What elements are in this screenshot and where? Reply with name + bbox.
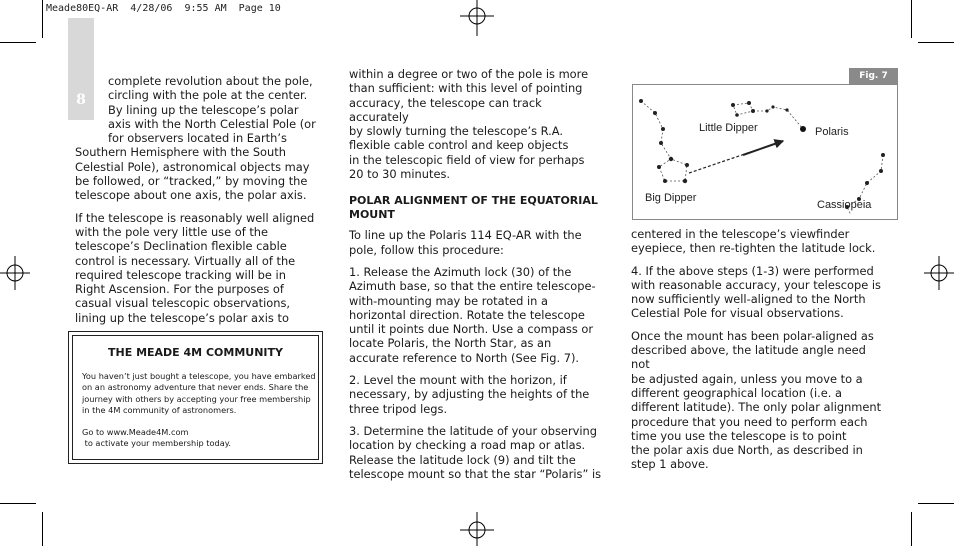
- label-little-dipper: Little Dipper: [699, 122, 758, 134]
- crop-mark: [918, 42, 954, 43]
- column-3: [631, 227, 887, 472]
- pointer-arrow-shaft: [743, 141, 783, 155]
- text-line: with the pole very little use of the: [75, 224, 269, 239]
- label-polaris: Polaris: [815, 126, 849, 138]
- big-dipper-constellation: [641, 101, 687, 181]
- text-line: be adjusted again, unless you move to a: [631, 371, 863, 386]
- label-big-dipper: Big Dipper: [645, 192, 697, 204]
- text-line: 4. If the above steps (1-3) were performed: [631, 263, 874, 278]
- text-line: different latitude). The only polar alignment: [631, 400, 882, 415]
- text-line: telescope about one axis, the polar axis.: [75, 188, 307, 203]
- figure-label: Fig. 7: [849, 68, 898, 84]
- text-line: Azimuth base, so that the entire telescope-: [349, 279, 596, 294]
- text-line: centered in the telescope’s viewfinder: [631, 227, 850, 241]
- text-line: on an astronomy adventure that never ends. Share the: [82, 382, 309, 393]
- crop-mark: [0, 503, 36, 504]
- text-line: accurate reference to North (See Fig. 7).: [349, 350, 580, 365]
- text-line: pole, follow this procedure:: [349, 242, 504, 257]
- text-line: flexible cable control and keep objects: [349, 138, 569, 153]
- text-line: telescope’s Declination flexible cable: [75, 239, 287, 254]
- crop-mark: [911, 0, 912, 38]
- column-1: [75, 74, 325, 325]
- text-line: Right Ascension. For the purposes of: [75, 282, 284, 297]
- text-line: now sufficiently well-aligned to the North: [631, 292, 866, 307]
- crop-mark: [918, 503, 954, 504]
- text-line: than sufficient: with this level of pointing: [349, 81, 583, 96]
- text-line: control is necessary. Virtually all of the: [75, 253, 296, 268]
- text-line: lining up the telescope’s polar axis to: [75, 310, 289, 325]
- crop-mark: [911, 512, 912, 546]
- community-box: [68, 331, 323, 464]
- community-body: [82, 371, 318, 450]
- text-line: 1. Release the Azimuth lock (30) of the: [349, 264, 572, 279]
- text-line: in the 4M community of astronomers.: [82, 404, 237, 415]
- text-line: By lining up the telescope’s polar: [108, 102, 299, 117]
- text-line: complete revolution about the pole,: [108, 74, 313, 88]
- text-line: Once the mount has been polar-aligned as: [631, 328, 874, 343]
- page-number: 8: [76, 92, 86, 108]
- crop-mark: [0, 42, 36, 43]
- text-line: for observers located in Earth’s: [108, 131, 287, 146]
- text-line: eyepiece, then re-tighten the latitude lock.: [631, 241, 876, 256]
- text-line: 3. Determine the latitude of your observing: [349, 423, 597, 438]
- text-line: to activate your membership today.: [82, 438, 231, 449]
- text-line: accuracy, the telescope can track accurately: [349, 95, 542, 124]
- community-box-inner: [72, 335, 319, 460]
- text-line: To line up the Polaris 114 EQ-AR with the: [349, 228, 582, 243]
- text-line: location by checking a road map or atlas.: [349, 438, 586, 453]
- text-line: in the telescopic field of view for perhaps: [349, 152, 585, 167]
- text-line: journey with others by accepting your free membership: [82, 393, 311, 404]
- star-map-illustration: [633, 85, 897, 219]
- print-header: Meade80EQ-AR 4/28/06 9:55 AM Page 10: [46, 3, 281, 14]
- text-line: Celestial Pole), astronomical objects may: [75, 159, 310, 174]
- registration-mark-top: [456, 0, 498, 36]
- text-line: described above, the latitude angle need not: [631, 343, 866, 372]
- registration-mark-bottom: [456, 512, 498, 546]
- text-line: You haven’t just bought a telescope, you have embarked: [82, 371, 316, 381]
- text-line: 20 to 30 minutes.: [349, 167, 451, 182]
- registration-mark-right: [924, 252, 954, 294]
- text-line: If the telescope is reasonably well aligned: [75, 210, 315, 225]
- section-heading: MOUNT: [349, 208, 395, 222]
- text-line: axis with the North Celestial Pole (or: [108, 116, 316, 131]
- text-line: circling with the pole at the center.: [108, 88, 308, 103]
- text-line: with reasonable accuracy, your telescope is: [631, 277, 881, 292]
- text-line: Release the latitude lock (9) and tilt the: [349, 452, 576, 467]
- text-line: the polar axis due North, as described in: [631, 443, 863, 458]
- text-line: with-mounting may be rotated in a: [349, 293, 548, 308]
- text-line: three tripod legs.: [349, 401, 448, 416]
- text-line: 2. Level the mount with the horizon, if: [349, 373, 567, 388]
- text-line: casual visual telescopic observations,: [75, 296, 290, 311]
- polaris-star: [800, 126, 806, 132]
- text-line: time you use the telescope is to point: [631, 428, 847, 443]
- text-line: step 1 above.: [631, 457, 709, 472]
- text-line: Go to www.Meade4M.com: [82, 427, 189, 438]
- text-line: telescope mount so that the star “Polaris” is: [349, 466, 602, 481]
- crop-mark: [42, 512, 43, 546]
- figure-star-map: [632, 84, 898, 220]
- text-line: necessary, by adjusting the heights of the: [349, 387, 590, 402]
- text-line: procedure that you need to perform each: [631, 414, 868, 429]
- text-line: until it points due North. Use a compass or: [349, 322, 594, 337]
- text-line: horizontal direction. Rotate the telescope: [349, 307, 585, 322]
- text-line: locate Polaris, the North Star, as an: [349, 336, 552, 351]
- column-2: [349, 67, 605, 481]
- big-dipper-stars: [639, 99, 689, 183]
- text-line: be followed, or “tracked,” by moving the: [75, 174, 308, 189]
- text-line: Celestial Pole for visual observations.: [631, 306, 844, 321]
- text-line: required telescope tracking will be in: [75, 267, 286, 282]
- text-line: different geographical location (i.e. a: [631, 385, 843, 400]
- label-cassiopeia: Cassiopeia: [817, 199, 872, 211]
- crop-mark: [42, 0, 43, 38]
- section-heading: POLAR ALIGNMENT OF THE EQUATORIAL: [349, 194, 598, 208]
- community-title: THE MEADE 4M COMMUNITY: [108, 346, 283, 359]
- text-line: Southern Hemisphere with the South: [75, 145, 286, 160]
- text-line: by slowly turning the telescope’s R.A.: [349, 124, 564, 139]
- registration-mark-left: [0, 252, 30, 294]
- text-line: within a degree or two of the pole is more: [349, 67, 589, 81]
